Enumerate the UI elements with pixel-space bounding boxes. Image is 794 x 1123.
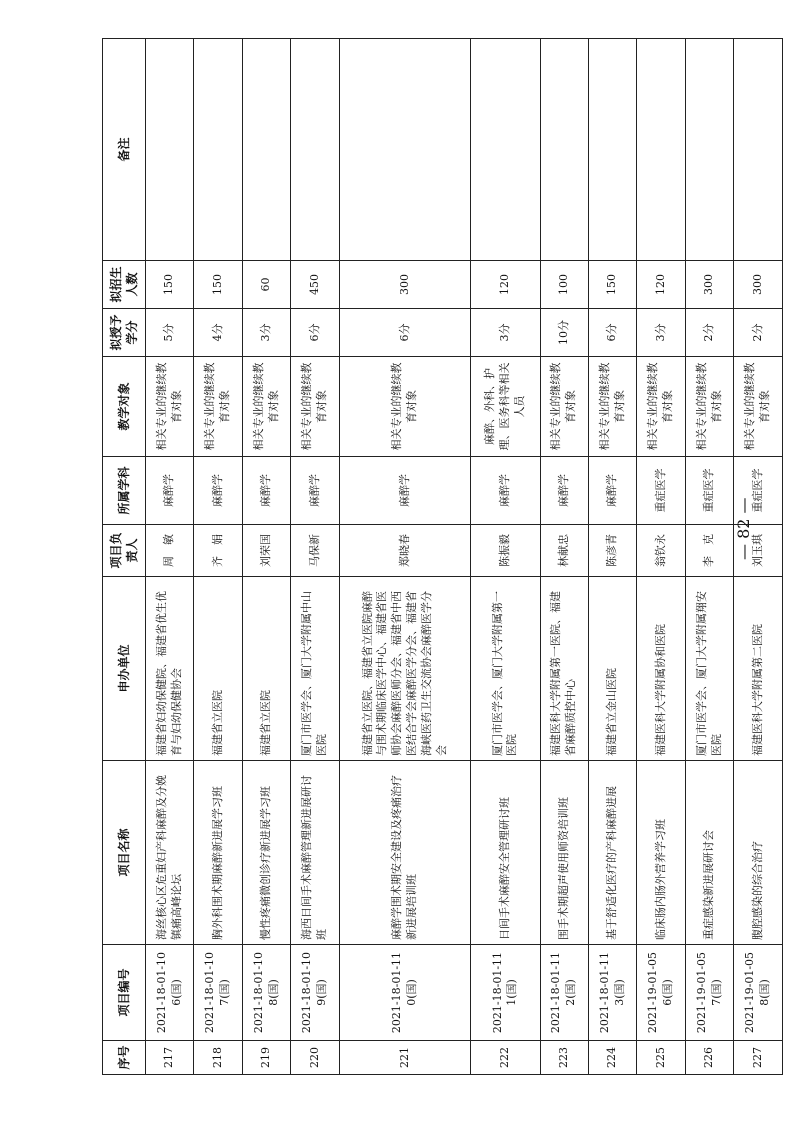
cell-leader: 马保新 xyxy=(291,525,339,577)
cell-code: 2021-18-01-106(国) xyxy=(146,945,194,1041)
cell-target: 相关专业的继续教育对象 xyxy=(242,357,290,457)
cell-subject: 麻醉学 xyxy=(540,457,588,525)
header-org: 申办单位 xyxy=(103,577,146,761)
cell-org: 福建省立医院 xyxy=(194,577,242,761)
cell-seq: 225 xyxy=(637,1041,685,1075)
cell-credit: 3分 xyxy=(637,309,685,357)
cell-target: 相关专业的继续教育对象 xyxy=(339,357,470,457)
cell-code: 2021-18-01-108(国) xyxy=(242,945,290,1041)
cell-org: 厦门市医学会、厦门大学附属翔安医院 xyxy=(685,577,733,761)
cell-remark xyxy=(589,39,637,261)
cell-name: 胸外科围术期麻醉新进展学习班 xyxy=(194,761,242,945)
cell-seq: 217 xyxy=(146,1041,194,1075)
cell-target: 相关专业的继续教育对象 xyxy=(734,357,783,457)
cell-name: 慢性疼痛微创诊疗新进展学习班 xyxy=(242,761,290,945)
cell-credit: 6分 xyxy=(589,309,637,357)
cell-subject: 麻醉学 xyxy=(242,457,290,525)
table-row xyxy=(540,39,588,1075)
cell-enroll: 120 xyxy=(637,261,685,309)
cell-name: 临床肠内肠外营养学习班 xyxy=(637,761,685,945)
cell-remark xyxy=(734,39,783,261)
cell-enroll: 150 xyxy=(194,261,242,309)
cell-name: 重症感染新进展研讨会 xyxy=(685,761,733,945)
cell-enroll: 120 xyxy=(471,261,540,309)
header-target: 教学对象 xyxy=(103,357,146,457)
cell-org: 福建省立金山医院 xyxy=(589,577,637,761)
cell-remark xyxy=(146,39,194,261)
cell-target: 麻醉、外科、护理、医务科等相关人员 xyxy=(471,357,540,457)
table-row xyxy=(339,39,470,1075)
cell-remark xyxy=(339,39,470,261)
cell-target: 相关专业的继续教育对象 xyxy=(194,357,242,457)
cell-target: 相关专业的继续教育对象 xyxy=(540,357,588,457)
cell-remark xyxy=(685,39,733,261)
header-credit: 拟授予学分 xyxy=(103,309,146,357)
cell-enroll: 450 xyxy=(291,261,339,309)
cell-leader: 陈彦青 xyxy=(589,525,637,577)
cell-name: 麻醉学围术期安全建设及疼痛治疗新进展培训班 xyxy=(339,761,470,945)
cell-code: 2021-19-01-058(国) xyxy=(734,945,783,1041)
cell-code: 2021-18-01-109(国) xyxy=(291,945,339,1041)
table-row xyxy=(637,39,685,1075)
cell-org: 福建医科大学附属协和医院 xyxy=(637,577,685,761)
cell-seq: 223 xyxy=(540,1041,588,1075)
cell-org: 福建医科大学附属第一医院、福建省麻醉质控中心 xyxy=(540,577,588,761)
cell-credit: 4分 xyxy=(194,309,242,357)
cell-credit: 6分 xyxy=(339,309,470,357)
header-subject: 所属学科 xyxy=(103,457,146,525)
cell-target: 相关专业的继续教育对象 xyxy=(685,357,733,457)
cell-enroll: 150 xyxy=(146,261,194,309)
cell-seq: 219 xyxy=(242,1041,290,1075)
cell-code: 2021-18-01-113(国) xyxy=(589,945,637,1041)
cell-seq: 221 xyxy=(339,1041,470,1075)
cell-code: 2021-19-01-056(国) xyxy=(637,945,685,1041)
cell-seq: 222 xyxy=(471,1041,540,1075)
cell-name: 海西日间手术麻醉管理新进展研讨班 xyxy=(291,761,339,945)
cell-org: 福建医科大学附属第二医院 xyxy=(734,577,783,761)
cell-subject: 重症医学 xyxy=(685,457,733,525)
cell-subject: 麻醉学 xyxy=(339,457,470,525)
cell-seq: 227 xyxy=(734,1041,783,1075)
header-seq: 序号 xyxy=(103,1041,146,1075)
header-code: 项目编号 xyxy=(103,945,146,1041)
cell-leader: 李 克 xyxy=(685,525,733,577)
cell-code: 2021-18-01-107(国) xyxy=(194,945,242,1041)
cell-enroll: 300 xyxy=(685,261,733,309)
table-row xyxy=(589,39,637,1075)
project-table xyxy=(102,38,783,1075)
cell-leader: 齐 娟 xyxy=(194,525,242,577)
cell-remark xyxy=(540,39,588,261)
cell-code: 2021-18-01-111(国) xyxy=(471,945,540,1041)
cell-seq: 220 xyxy=(291,1041,339,1075)
cell-target: 相关专业的继续教育对象 xyxy=(291,357,339,457)
cell-remark xyxy=(291,39,339,261)
cell-leader: 刘荣国 xyxy=(242,525,290,577)
cell-name: 腹腔感染的综合治疗 xyxy=(734,761,783,945)
cell-subject: 麻醉学 xyxy=(146,457,194,525)
cell-seq: 224 xyxy=(589,1041,637,1075)
table-row xyxy=(291,39,339,1075)
cell-credit: 3分 xyxy=(242,309,290,357)
cell-subject: 麻醉学 xyxy=(194,457,242,525)
cell-credit: 6分 xyxy=(291,309,339,357)
cell-credit: 5分 xyxy=(146,309,194,357)
rotated-sheet xyxy=(102,39,783,1075)
cell-enroll: 100 xyxy=(540,261,588,309)
table-row xyxy=(242,39,290,1075)
table-row xyxy=(194,39,242,1075)
cell-leader: 翁钦永 xyxy=(637,525,685,577)
cell-org: 福建省立医院 xyxy=(242,577,290,761)
cell-org: 福建省妇幼保健院、福建省优生优育与妇幼保健协会 xyxy=(146,577,194,761)
cell-remark xyxy=(242,39,290,261)
cell-target: 相关专业的继续教育对象 xyxy=(146,357,194,457)
page-number: — 82 — xyxy=(734,497,753,560)
cell-leader: 周 敏 xyxy=(146,525,194,577)
cell-org: 厦门市医学会、厦门大学附属第一医院 xyxy=(471,577,540,761)
cell-target: 相关专业的继续教育对象 xyxy=(589,357,637,457)
cell-remark xyxy=(471,39,540,261)
cell-target: 相关专业的继续教育对象 xyxy=(637,357,685,457)
cell-credit: 2分 xyxy=(685,309,733,357)
table-row xyxy=(471,39,540,1075)
header-name: 项目名称 xyxy=(103,761,146,945)
cell-subject: 重症医学 xyxy=(734,457,783,525)
cell-code: 2021-18-01-110(国) xyxy=(339,945,470,1041)
cell-code: 2021-18-01-112(国) xyxy=(540,945,588,1041)
cell-leader: 林献忠 xyxy=(540,525,588,577)
cell-remark xyxy=(194,39,242,261)
header-enroll: 拟招生人数 xyxy=(103,261,146,309)
cell-enroll: 300 xyxy=(734,261,783,309)
cell-org: 福建省立医院、福建省立医院麻醉与围术期临床医学中心、福建省医师协会麻醉医师分会、福建省中西医结合学会麻醉医学分会、福建省海峡医药卫生交流协会麻醉医学分会 xyxy=(339,577,470,761)
cell-name: 围手术期超声使用师资培训班 xyxy=(540,761,588,945)
cell-seq: 218 xyxy=(194,1041,242,1075)
cell-org: 厦门市医学会、厦门大学附属中山医院 xyxy=(291,577,339,761)
cell-credit: 3分 xyxy=(471,309,540,357)
cell-leader: 郑晓春 xyxy=(339,525,470,577)
cell-enroll: 300 xyxy=(339,261,470,309)
cell-credit: 10分 xyxy=(540,309,588,357)
header-remark: 备注 xyxy=(103,39,146,261)
cell-name: 基于舒适化医疗的产科麻醉进展 xyxy=(589,761,637,945)
cell-enroll: 150 xyxy=(589,261,637,309)
cell-subject: 麻醉学 xyxy=(471,457,540,525)
cell-seq: 226 xyxy=(685,1041,733,1075)
table-row xyxy=(146,39,194,1075)
header-row xyxy=(103,39,146,1075)
cell-subject: 麻醉学 xyxy=(291,457,339,525)
cell-leader: 陈振毅 xyxy=(471,525,540,577)
header-leader: 项目负责人 xyxy=(103,525,146,577)
cell-remark xyxy=(637,39,685,261)
cell-subject: 麻醉学 xyxy=(589,457,637,525)
cell-subject: 重症医学 xyxy=(637,457,685,525)
cell-name: 日间手术麻醉安全管理研讨班 xyxy=(471,761,540,945)
cell-enroll: 60 xyxy=(242,261,290,309)
table-row xyxy=(685,39,733,1075)
cell-code: 2021-19-01-057(国) xyxy=(685,945,733,1041)
cell-credit: 2分 xyxy=(734,309,783,357)
cell-name: 海丝核心区危重妇产科麻醉及分娩镇痛高峰论坛 xyxy=(146,761,194,945)
cell-leader: 刘玉琪 xyxy=(734,525,783,577)
